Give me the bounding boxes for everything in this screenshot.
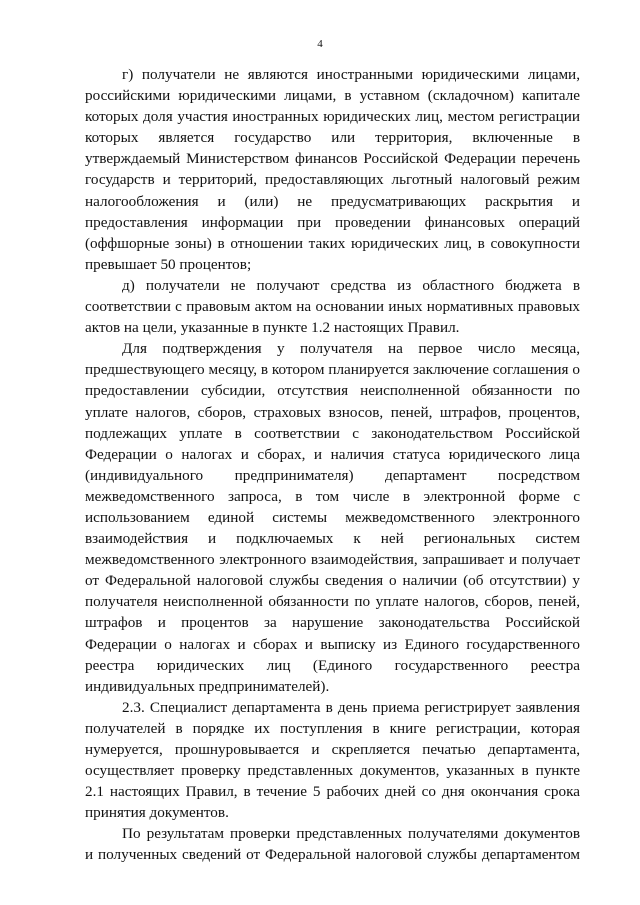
document-body bbox=[85, 64, 580, 866]
paragraph-subclause-g: г) получатели не являются иностранными юридическими лицами, российскими юридическими лицами, в уставном (складочном) капитале которых доля участия иностранных юридических лиц, местом регистрации которых является государство или территория, включенные в утверждаемый Министерством финансов Российской Федерации перечень государств и территорий, предоставляющих льготный налоговый режим налогообложения и (или) не предусматривающих раскрытия и предоставления информации при проведении финансовых операций (оффшорные зоны) в отношении таких юридических лиц, в совокупности превышает 50 процентов; bbox=[85, 66, 580, 273]
paragraph-verification: Для подтверждения у получателя на первое число месяца, предшествующего месяцу, в котором планируется заключение соглашения о предоставлении субсидии, отсутствия неисполненной обязанности по уплате налогов, сборов, страховых взносов, пеней, штрафов, процентов, подлежащих уплате в соответствии с законодательством Российской Федерации о налогах и сборах, и наличия статуса юридического лица (индивидуального предпринимателя) департамент посредством межведомственного запроса, в том числе в электронной форме с использованием единой системы межведомственного электронного взаимодействия и подключаемых к ней региональных систем межведомственного электронного взаимодействия, запрашивает и получает от Федеральной налоговой службы сведения о наличии (об отсутствии) у получателя неисполненной обязанности по уплате налогов, сборов, пеней, штрафов и процентов за нарушение законодательства Российской Федерации о налогах и сборах и выписку из Единого государственного реестра юридических лиц (Единого государственного реестра индивидуальных предпринимателей). bbox=[85, 340, 580, 695]
paragraph-review-results: По результатам проверки представленных получателями документов и полученных сведений от Федеральной налоговой службы департаментом bbox=[85, 825, 580, 864]
paragraph-2-3-registration: 2.3. Специалист департамента в день приема регистрирует заявления получателей в порядке их поступления в книге регистрации, которая нумеруется, прошнуровывается и скрепляется печатью департамента, осуществляет проверку представленных документов, указанных в пункте 2.1 настоящих Правил, в течение 5 рабочих дней со дня окончания срока принятия документов. bbox=[85, 698, 580, 822]
paragraph-subclause-d: д) получатели не получают средства из областного бюджета в соответствии с правовым актом на основании иных нормативных правовых актов на цели, указанные в пункте 1.2 настоящих Правил. bbox=[85, 276, 580, 337]
page-number: 4 bbox=[317, 38, 323, 50]
